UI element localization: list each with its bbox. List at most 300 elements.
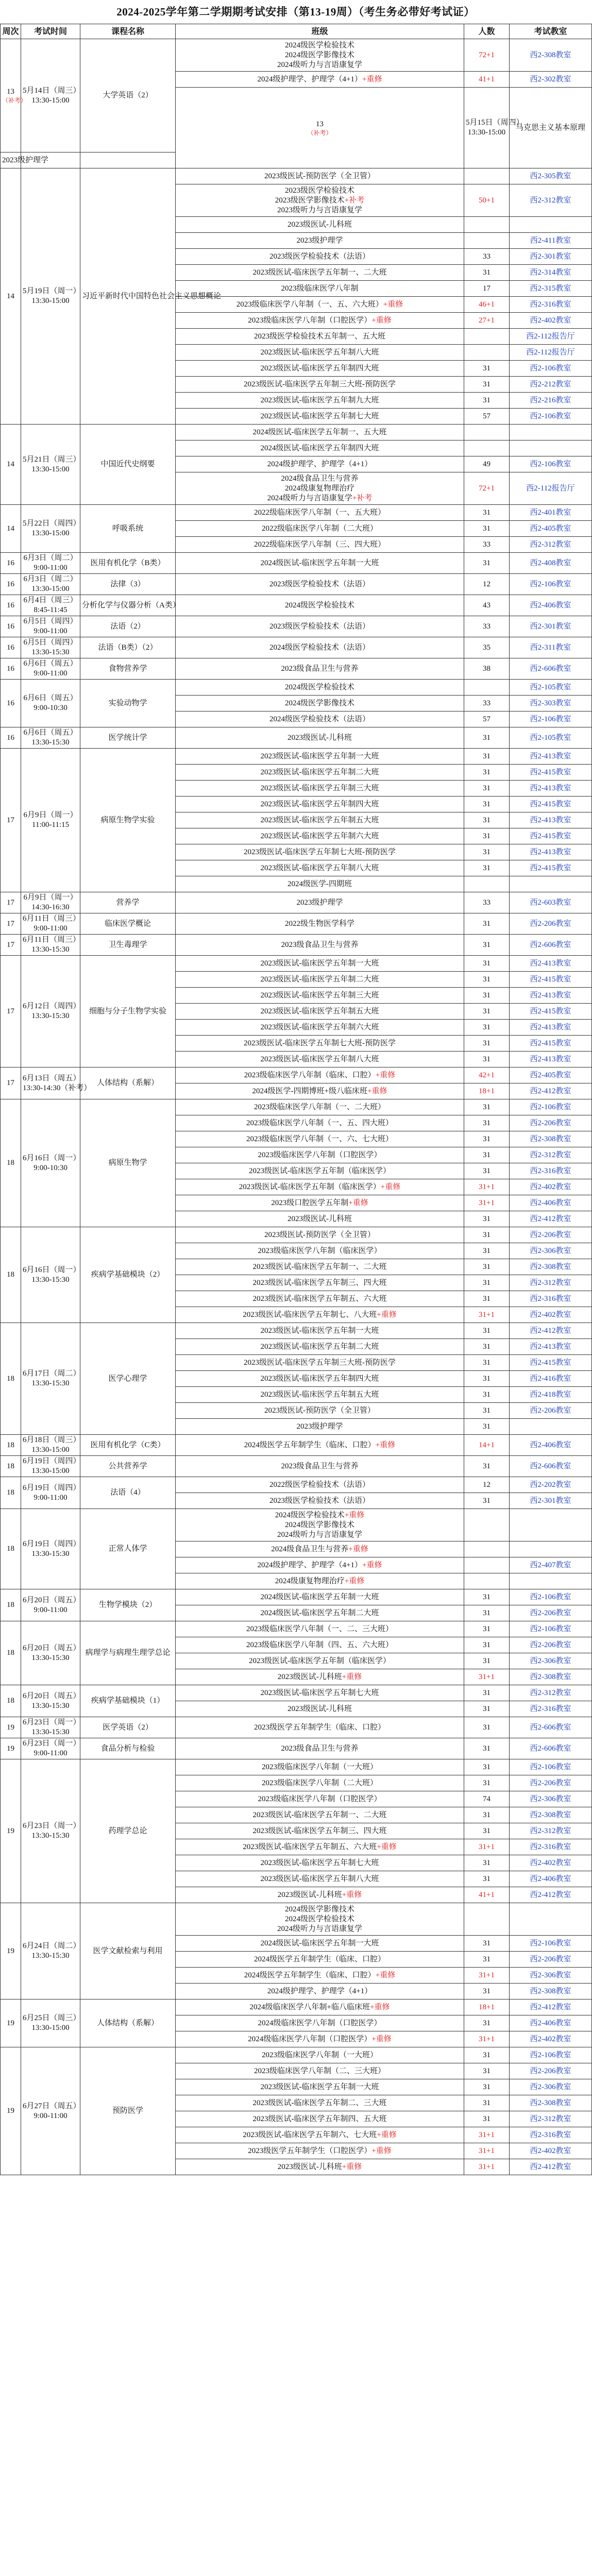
table-row — [1, 39, 592, 72]
exam-room-cell: 西2-401教室 — [510, 505, 592, 521]
class-cell: 2024级医学检验技术（法语） — [176, 637, 464, 658]
class-cell: 2024级康复物理治疗+重修 — [176, 1573, 464, 1589]
class-cell: 2023级医试-临床医学五年制二大班 — [176, 972, 464, 988]
student-count-cell: 31 — [464, 1387, 510, 1403]
student-count-cell — [464, 329, 510, 345]
class-cell: 2023级医试-临床医学五年制一大班 — [176, 956, 464, 972]
week-cell: 16 — [1, 680, 21, 727]
exam-room-cell: 西2-416教室 — [510, 1371, 592, 1387]
class-cell: 2023级医学检验技术（法语） — [176, 1493, 464, 1509]
class-cell: 2023级医试-临床医学五年制三大班 — [176, 988, 464, 1004]
week-cell: 18 — [1, 1509, 21, 1589]
table-row — [1, 595, 592, 616]
exam-room-cell: 西2-606教室 — [510, 935, 592, 956]
exam-room-cell: 西2-106教室 — [510, 1936, 592, 1952]
table-row — [1, 892, 592, 913]
exam-room-cell: 西2-312教室 — [510, 1275, 592, 1291]
course-name-cell: 人体结构（系解） — [80, 1999, 176, 2047]
retake-tag: +重修 — [362, 1561, 382, 1569]
student-count-cell: 31 — [464, 860, 510, 876]
class-cell: 2023级食品卫生与营养 — [176, 935, 464, 956]
student-count-cell: 31 — [464, 1621, 510, 1637]
course-name-cell: 药理学总论 — [80, 1759, 176, 1903]
course-name-cell: 病理学与病理生理学总论 — [80, 1621, 176, 1685]
student-count-cell: 27+1 — [464, 313, 510, 329]
class-cell: 2023级临床医学八年制（口腔医学） — [176, 1147, 464, 1163]
class-cell: 2024级临床医学八年制（口腔医学）+重修 — [176, 2031, 464, 2047]
student-count-cell: 33 — [464, 537, 510, 553]
exam-time-cell: 6月11日（周三） 9:00-11:00 — [21, 913, 80, 935]
course-name-cell: 法律（3） — [80, 574, 176, 595]
exam-time-cell: 6月17日（周二） 13:30-15:30 — [21, 1323, 80, 1435]
course-name-cell: 病原生物学实验 — [80, 749, 176, 892]
exam-room-cell: 西2-315教室 — [510, 281, 592, 297]
class-cell: 2023级临床医学八年制（口腔医学）+重修 — [176, 313, 464, 329]
exam-room-cell: 西2-412教室 — [510, 1999, 592, 2015]
student-count-cell: 31 — [464, 2079, 510, 2095]
exam-schedule-table — [0, 24, 592, 2175]
class-cell: 2024级医学检验技术 — [176, 680, 464, 696]
class-cell: 2024级医学检验技术 — [176, 595, 464, 616]
class-cell: 2024级医试-临床医学五年制一大班 — [176, 1936, 464, 1952]
class-cell: 2023级医学五年制学生（口腔医学）+重修 — [176, 2143, 464, 2159]
week-cell: 18 — [1, 1589, 21, 1621]
exam-room-cell: 西2-415教室 — [510, 828, 592, 844]
table-row — [1, 1509, 592, 1541]
week-cell: 18 — [1, 1099, 21, 1227]
week-cell: 17 — [1, 935, 21, 956]
student-count-cell: 31 — [464, 1131, 510, 1147]
exam-room-cell — [80, 152, 176, 168]
course-name-cell: 正常人体学 — [80, 1509, 176, 1589]
student-count-cell: 31 — [464, 2015, 510, 2031]
class-cell: 2024级护理学、护理学（4+1） — [176, 1984, 464, 1999]
exam-room-cell: 西2-408教室 — [510, 553, 592, 574]
exam-room-cell: 西2-112报告厅 — [510, 329, 592, 345]
exam-room-cell: 西2-415教室 — [510, 796, 592, 812]
student-count-cell: 31 — [464, 2111, 510, 2127]
class-cell: 2023级护理学 — [176, 233, 464, 249]
retake-tag: +重修 — [375, 1071, 396, 1079]
student-count-cell: 31 — [464, 1243, 510, 1259]
exam-room-cell: 西2-206教室 — [510, 1605, 592, 1621]
class-cell: 2022级生物医学科学 — [176, 913, 464, 935]
exam-time-cell: 6月6日（周五） 9:00-10:30 — [21, 680, 80, 727]
exam-room-cell: 西2-206教室 — [510, 2063, 592, 2079]
student-count-cell: 31 — [464, 1807, 510, 1823]
exam-room-cell — [510, 217, 592, 233]
class-cell: 2023级医试-临床医学五年制四、五大班 — [176, 2111, 464, 2127]
retake-tag: +重修 — [362, 75, 382, 83]
student-count-cell — [464, 168, 510, 184]
student-count-cell: 31+1 — [464, 1307, 510, 1323]
class-cell: 2023级临床医学八年制（四、五、六大班） — [176, 1637, 464, 1653]
exam-room-cell: 西2-402教室 — [510, 2031, 592, 2047]
exam-time-cell: 6月20日（周五） 9:00-11:00 — [21, 1589, 80, 1621]
exam-room-cell: 西2-112报告厅 — [510, 472, 592, 505]
class-cell: 2023级医试-临床医学五年制七大班-预防医学 — [176, 1036, 464, 1052]
exam-room-cell: 西2-415教室 — [510, 1355, 592, 1371]
exam-time-cell: 6月11日（周三） 13:30-15:30 — [21, 935, 80, 956]
class-cell: 2024级医学五年制学生（临床、口腔） — [176, 1952, 464, 1968]
exam-room-cell: 西2-316教室 — [510, 2127, 592, 2143]
student-count-cell: 31 — [464, 1871, 510, 1887]
student-count-cell: 31 — [464, 2063, 510, 2079]
class-cell: 2023级医试-临床医学五年制三大班-预防医学 — [176, 1355, 464, 1371]
retake-tag: +重修 — [377, 1310, 397, 1319]
exam-room-cell: 西2-306教室 — [510, 1968, 592, 1984]
course-name-cell: 医学文献检索与利用 — [80, 1903, 176, 1999]
student-count-cell: 31 — [464, 1020, 510, 1036]
exam-room-cell: 西2-606教室 — [510, 1738, 592, 1759]
course-name-cell: 大学英语（2） — [80, 39, 176, 152]
week-cell: 19 — [1, 1999, 21, 2047]
class-cell: 2023级医试-临床医学五年制（临床医学） — [176, 1653, 464, 1669]
table-header — [1, 24, 592, 39]
student-count-cell: 31 — [464, 1004, 510, 1020]
exam-room-cell: 西2-305教室 — [510, 168, 592, 184]
exam-room-cell: 西2-402教室 — [510, 2143, 592, 2159]
exam-time-cell: 6月27日（周五） 9:00-11:00 — [21, 2047, 80, 2175]
course-name-cell: 人体结构（系解） — [80, 1067, 176, 1099]
class-cell: 2024级医试-临床医学五年制一大班 — [176, 1589, 464, 1605]
student-count-cell: 31 — [464, 361, 510, 377]
week-cell: 16 — [1, 553, 21, 574]
week-cell: 19 — [1, 1903, 21, 1999]
class-cell: 2023级医试-临床医学五年制一大班 — [176, 2079, 464, 2095]
table-row — [1, 749, 592, 765]
exam-room-cell: 西2-302教室 — [510, 72, 592, 88]
exam-room-cell — [510, 1541, 592, 1557]
week-cell: 19 — [1, 1738, 21, 1759]
exam-room-cell: 西2-312教室 — [510, 537, 592, 553]
table-row — [1, 1456, 592, 1477]
exam-room-cell: 西2-212教室 — [510, 377, 592, 393]
course-name-cell: 细胞与分子生物学实验 — [80, 956, 176, 1067]
class-cell: 2022级临床医学八年制（三、四大班） — [176, 537, 464, 553]
retake-tag: +重修 — [344, 1511, 365, 1519]
week-cell: 18 — [1, 1621, 21, 1685]
exam-room-cell: 西2-303教室 — [510, 696, 592, 711]
class-cell: 2024级医试-临床医学五年制四大班 — [176, 440, 464, 456]
class-cell: 2023级临床医学八年制（口腔医学） — [176, 1791, 464, 1807]
exam-time-cell: 6月16日（周一） 9:00-10:30 — [21, 1099, 80, 1227]
table-row — [1, 1067, 592, 1083]
exam-room-cell: 西2-106教室 — [510, 361, 592, 377]
class-cell: 2023级医试-预防医学（全卫管） — [176, 168, 464, 184]
exam-room-cell: 西2-106教室 — [510, 711, 592, 727]
exam-room-cell: 西2-412教室 — [510, 2159, 592, 2175]
exam-room-cell: 西2-106教室 — [510, 2047, 592, 2063]
exam-room-cell: 西2-411教室 — [510, 233, 592, 249]
class-cell: 2022级医学检验技术（法语） — [176, 1477, 464, 1493]
class-cell: 2024级临床医学八年制+临八临床班+重修 — [176, 1999, 464, 2015]
exam-room-cell: 西2-306教室 — [510, 1243, 592, 1259]
class-cell: 2023级医试-儿科班 — [176, 1701, 464, 1717]
retake-tag: +重修 — [371, 2035, 392, 2043]
course-name-cell: 预防医学 — [80, 2047, 176, 2175]
retake-tag: +重修 — [371, 2146, 392, 2155]
exam-room-cell: 西2-406教室 — [510, 1195, 592, 1211]
student-count-cell: 31 — [464, 1855, 510, 1871]
class-cell: 2024级食品卫生与营养 2024级康复物理治疗 2024级听力与言语康复学+补考 — [176, 472, 464, 505]
student-count-cell: 31 — [464, 1291, 510, 1307]
exam-room-cell: 西2-312教室 — [510, 1147, 592, 1163]
table-row — [1, 680, 592, 696]
table-row — [1, 1717, 592, 1738]
student-count-cell: 31+1 — [464, 2159, 510, 2175]
course-name-cell: 习近平新时代中国特色社会主义思想概论 — [80, 168, 176, 425]
exam-room-cell: 西2-106教室 — [510, 1589, 592, 1605]
student-count-cell: 31 — [464, 377, 510, 393]
student-count-cell: 31 — [464, 1936, 510, 1952]
exam-room-cell: 西2-112报告厅 — [510, 345, 592, 361]
header-course: 课程名称 — [80, 24, 176, 39]
class-cell: 2023级医试-临床医学五年制（临床医学）+重修 — [176, 1179, 464, 1195]
student-count-cell: 31 — [464, 2047, 510, 2063]
header-room: 考试教室 — [510, 24, 592, 39]
class-cell: 2023级医试-临床医学五年制六大班 — [176, 1020, 464, 1036]
class-cell: 2023级医试-临床医学五年制四大班 — [176, 796, 464, 812]
table-row — [1, 425, 592, 440]
class-cell: 2023级护理学 — [1, 152, 21, 168]
exam-room-cell: 西2-312教室 — [510, 1685, 592, 1701]
student-count-cell: 42+1 — [464, 1067, 510, 1083]
exam-room-cell — [510, 876, 592, 892]
class-cell: 2023级临床医学八年制（一、二大班） — [176, 1099, 464, 1115]
student-count-cell: 31 — [464, 1275, 510, 1291]
student-count-cell — [464, 1541, 510, 1557]
exam-room-cell: 西2-413教室 — [510, 812, 592, 828]
student-count-cell — [464, 440, 510, 456]
class-cell: 2023级医试-临床医学五年制七大班 — [176, 1855, 464, 1871]
student-count-cell: 31 — [464, 1759, 510, 1775]
student-count-cell — [464, 876, 510, 892]
retake-tag: +补考 — [344, 196, 365, 205]
exam-room-cell — [510, 1903, 592, 1936]
week-cell: 16 — [1, 574, 21, 595]
week-cell: 16 — [1, 616, 21, 637]
retake-tag: +重修 — [375, 1440, 396, 1449]
exam-room-cell: 西2-413教室 — [510, 956, 592, 972]
student-count-cell: 31 — [464, 765, 510, 781]
student-count-cell: 31 — [464, 1637, 510, 1653]
course-name-cell: 食物营养学 — [80, 658, 176, 680]
student-count-cell: 31+1 — [464, 1839, 510, 1855]
week-note: （补考） — [2, 97, 27, 104]
exam-time-cell: 6月16日（周一） 13:30-15:30 — [21, 1227, 80, 1323]
retake-tag: +重修 — [342, 1672, 362, 1681]
exam-room-cell: 西2-301教室 — [510, 249, 592, 265]
student-count-cell: 74 — [464, 1791, 510, 1807]
week-cell: 17 — [1, 892, 21, 913]
student-count-cell: 31 — [464, 812, 510, 828]
student-count-cell: 31 — [464, 1685, 510, 1701]
exam-room-cell: 西2-406教室 — [510, 595, 592, 616]
class-cell: 2023级护理学 — [176, 892, 464, 913]
student-count-cell: 31 — [464, 749, 510, 765]
retake-tag: +重修 — [371, 316, 392, 325]
class-cell: 2023级医试-临床医学五年制六大班 — [176, 828, 464, 844]
retake-tag: +重修 — [377, 1842, 397, 1851]
week-cell: 17 — [1, 956, 21, 1067]
exam-room-cell: 西2-301教室 — [510, 1493, 592, 1509]
exam-time-cell: 6月3日（周二） 9:00-11:00 — [21, 553, 80, 574]
exam-room-cell: 西2-106教室 — [510, 1759, 592, 1775]
exam-room-cell — [510, 425, 592, 440]
retake-tag: +重修 — [370, 2003, 390, 2011]
student-count-cell: 31 — [464, 1823, 510, 1839]
student-count-cell: 18+1 — [464, 1083, 510, 1099]
class-cell: 2023级临床医学八年制（一、二、三大班） — [176, 1621, 464, 1637]
exam-room-cell — [510, 1419, 592, 1435]
week-cell: 17 — [1, 749, 21, 892]
class-cell: 2023级医试-临床医学五年制三、四大班 — [176, 1823, 464, 1839]
class-cell: 2023级医试-临床医学五年制七大班 — [176, 1685, 464, 1701]
table-row — [1, 553, 592, 574]
header-week: 周次 — [1, 24, 21, 39]
table-row — [1, 2047, 592, 2063]
student-count-cell: 31 — [464, 1952, 510, 1968]
class-cell: 2023级食品卫生与营养 — [176, 1738, 464, 1759]
retake-tag: +重修 — [367, 1087, 387, 1095]
student-count-cell: 12 — [464, 574, 510, 595]
class-cell: 2023级医试-预防医学（全卫管） — [176, 1227, 464, 1243]
course-name-cell: 法语（4） — [80, 1477, 176, 1509]
week-cell: 19 — [1, 2047, 21, 2175]
class-cell: 2024级医学检验技术（法语） — [176, 711, 464, 727]
class-cell: 2024级医学检验技术+重修 2024级医学影像技术 2024级听力与言语康复学 — [176, 1509, 464, 1541]
class-cell: 2023级医试-临床医学五年制四大班 — [176, 1371, 464, 1387]
student-count-cell: 46+1 — [464, 297, 510, 313]
table-row — [1, 956, 592, 972]
exam-room-cell: 西2-412教室 — [510, 1323, 592, 1339]
page-title: 2024-2025学年第二学期期考试安排（第13-19周）（考生务必带好考试证） — [116, 6, 475, 18]
class-cell: 2023级医试-儿科班 — [176, 1211, 464, 1227]
class-cell: 2024级食品卫生与营养+重修 — [176, 1541, 464, 1557]
class-cell: 2023级医学检验技术（法语） — [176, 616, 464, 637]
student-count-cell: 31 — [464, 781, 510, 796]
week-cell: 19 — [1, 1717, 21, 1738]
student-count-cell — [464, 680, 510, 696]
student-count-cell: 33 — [464, 892, 510, 913]
exam-room-cell: 西2-418教室 — [510, 1387, 592, 1403]
exam-room-cell: 西2-308教室 — [510, 39, 592, 72]
week-cell: 14 — [1, 425, 21, 505]
student-count-cell: 72+1 — [464, 39, 510, 72]
class-cell: 2024级医试-临床医学五年制一、五大班 — [176, 425, 464, 440]
class-cell: 2023级医试-临床医学五年制五大班 — [176, 1387, 464, 1403]
exam-time-cell: 6月6日（周五） 9:00-11:00 — [21, 658, 80, 680]
exam-room-cell: 西2-106教室 — [510, 1099, 592, 1115]
table-row — [1, 1323, 592, 1339]
student-count-cell: 31 — [464, 1099, 510, 1115]
exam-room-cell: 西2-106教室 — [510, 409, 592, 425]
exam-time-cell: 6月23日（周一） 9:00-11:00 — [21, 1738, 80, 1759]
exam-room-cell: 西2-308教室 — [510, 1807, 592, 1823]
student-count-cell — [464, 1573, 510, 1589]
exam-room-cell: 西2-412教室 — [510, 1887, 592, 1903]
class-cell: 2023级医试-儿科班 — [176, 217, 464, 233]
student-count-cell: 31 — [464, 972, 510, 988]
header-count: 人数 — [464, 24, 510, 39]
class-cell: 2023级医学检验技术 2023级医学影像技术+补考 2023级听力与言语康复学 — [176, 184, 464, 217]
course-name-cell: 法语（B类）（2） — [80, 637, 176, 658]
student-count-cell: 31 — [464, 935, 510, 956]
week-cell: 17 — [1, 913, 21, 935]
class-cell: 2023级医试-临床医学五年制三大班 — [176, 781, 464, 796]
class-cell: 2023级医试-临床医学五年制八大班 — [176, 1871, 464, 1887]
exam-room-cell: 西2-216教室 — [510, 393, 592, 409]
header-time: 考试时间 — [21, 24, 80, 39]
course-name-cell: 中国近代史纲要 — [80, 425, 176, 505]
class-cell: 2023级临床医学八年制 — [176, 281, 464, 297]
class-cell: 2023级医试-临床医学五年制一、二大班 — [176, 265, 464, 281]
exam-room-cell: 西2-402教室 — [510, 1307, 592, 1323]
class-cell: 2023级医试-临床医学五年制一、二大班 — [176, 1807, 464, 1823]
exam-room-cell: 西2-406教室 — [510, 1871, 592, 1887]
student-count-cell: 43 — [464, 595, 510, 616]
class-cell: 2024级医学-四期班 — [176, 876, 464, 892]
week-cell: 18 — [1, 1456, 21, 1477]
exam-room-cell: 西2-206教室 — [510, 1403, 592, 1419]
student-count-cell: 31 — [464, 1227, 510, 1243]
student-count-cell: 31+1 — [464, 1195, 510, 1211]
exam-room-cell: 西2-316教室 — [510, 1839, 592, 1855]
table-row — [1, 637, 592, 658]
exam-room-cell: 西2-206教室 — [510, 1952, 592, 1968]
class-cell: 2023级医试-临床医学五年制七大班-预防医学 — [176, 844, 464, 860]
course-name-cell: 卫生毒理学 — [80, 935, 176, 956]
student-count-cell: 31 — [464, 1419, 510, 1435]
student-count-cell: 35 — [464, 637, 510, 658]
course-name-cell: 营养学 — [80, 892, 176, 913]
course-name-cell: 疾病学基础模块（1） — [80, 1685, 176, 1717]
class-cell: 2023级医试-儿科班+重修 — [176, 1669, 464, 1685]
exam-room-cell: 西2-413教室 — [510, 1339, 592, 1355]
exam-room-cell: 西2-316教室 — [510, 1163, 592, 1179]
course-name-cell: 疾病学基础模块（2） — [80, 1227, 176, 1323]
table-row — [1, 1903, 592, 1936]
exam-time-cell: 6月13日（周五） 13:30-14:30（补考） — [21, 1067, 80, 1099]
class-cell: 2024级护理学、护理学（4+1）+重修 — [176, 72, 464, 88]
exam-room-cell: 西2-312教室 — [510, 2111, 592, 2127]
exam-room-cell — [510, 1573, 592, 1589]
exam-room-cell: 西2-105教室 — [510, 680, 592, 696]
student-count-cell: 31 — [464, 393, 510, 409]
class-cell: 2023级临床医学八年制（一大班） — [176, 2047, 464, 2063]
class-cell: 2023级临床医学八年制（二、三大班） — [176, 2063, 464, 2079]
student-count-cell: 31 — [464, 1605, 510, 1621]
class-cell: 2023级食品卫生与营养 — [176, 1456, 464, 1477]
student-count-cell: 31 — [464, 1052, 510, 1067]
class-cell: 2024级医学-四期博班+级八临床班+重修 — [176, 1083, 464, 1099]
exam-room-cell: 西2-402教室 — [510, 1179, 592, 1195]
class-cell: 2023级医试-临床医学五年制八大班 — [176, 860, 464, 876]
exam-room-cell: 西2-405教室 — [510, 1067, 592, 1083]
week-cell: 18 — [1, 1435, 21, 1456]
student-count-cell: 31 — [464, 1493, 510, 1509]
student-count-cell: 31 — [464, 796, 510, 812]
header-row — [1, 24, 592, 39]
week-cell: 19 — [1, 1759, 21, 1903]
retake-tag: +重修 — [380, 1182, 401, 1191]
exam-room-cell: 西2-413教室 — [510, 781, 592, 796]
course-name-cell: 生物学模块（2） — [80, 1589, 176, 1621]
student-count-cell: 31 — [464, 1456, 510, 1477]
exam-room-cell: 西2-106教室 — [510, 456, 592, 472]
week-cell: 18 — [1, 1227, 21, 1323]
